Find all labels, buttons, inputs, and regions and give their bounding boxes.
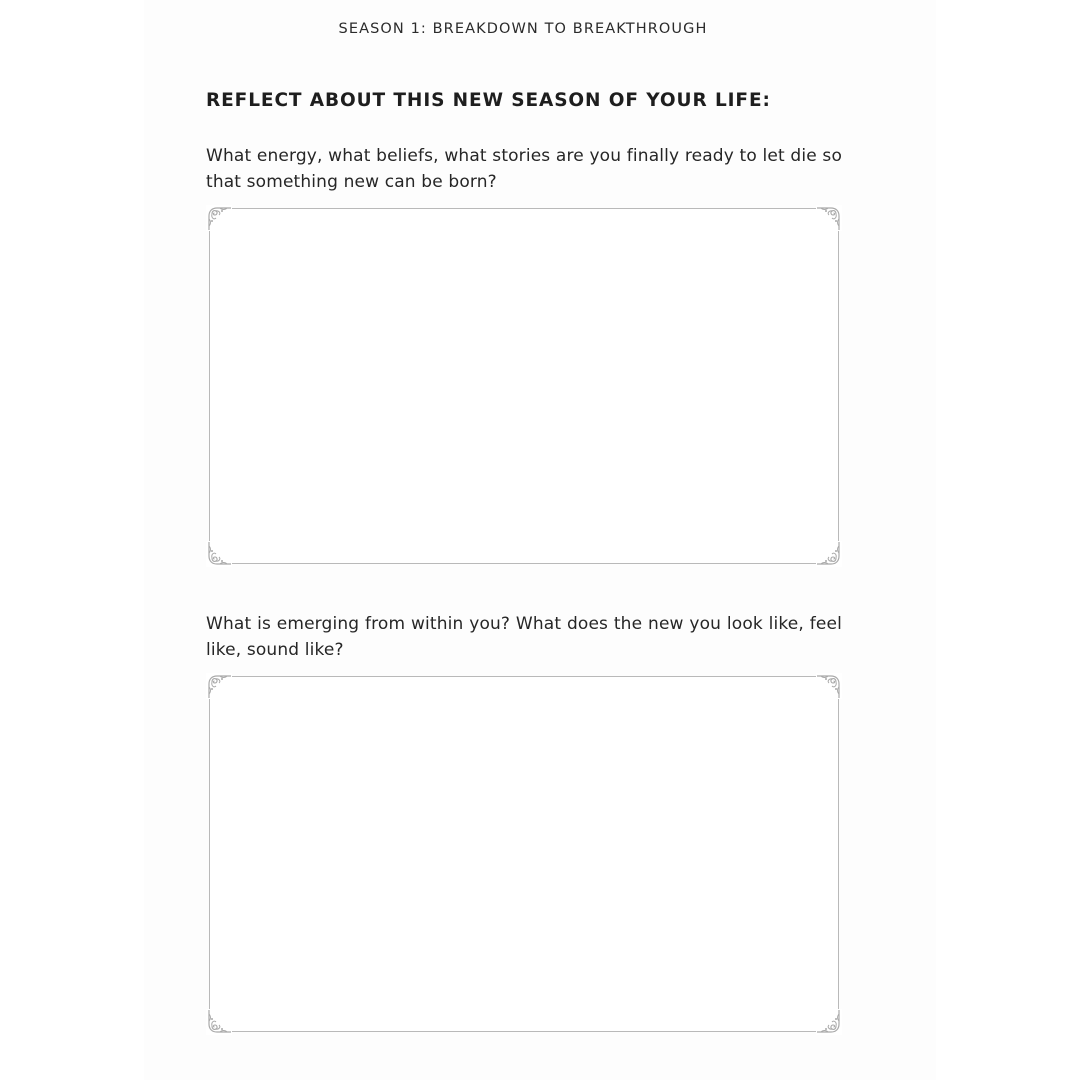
corner-ornament-icon — [206, 1009, 232, 1035]
writing-box-2[interactable] — [206, 673, 842, 1035]
corner-ornament-icon — [816, 205, 842, 231]
writing-box-1[interactable] — [206, 205, 842, 567]
reflection-prompt-2: What is emerging from within you? What does the new you look like, feel like, sound like? — [206, 614, 842, 660]
writing-box-frame — [209, 676, 839, 1032]
corner-ornament-icon — [206, 541, 232, 567]
corner-ornament-icon — [206, 673, 232, 699]
running-header: SEASON 1: BREAKDOWN TO BREAKTHROUGH — [338, 21, 708, 37]
corner-ornament-icon — [206, 205, 232, 231]
corner-ornament-icon — [816, 673, 842, 699]
reflection-prompt-1: What energy, what beliefs, what stories are you finally ready to let die so that something new can be born? — [206, 146, 842, 192]
section-heading: REFLECT ABOUT THIS NEW SEASON OF YOUR LIFE: — [206, 90, 771, 111]
writing-box-frame — [209, 208, 839, 564]
corner-ornament-icon — [816, 1009, 842, 1035]
corner-ornament-icon — [816, 541, 842, 567]
